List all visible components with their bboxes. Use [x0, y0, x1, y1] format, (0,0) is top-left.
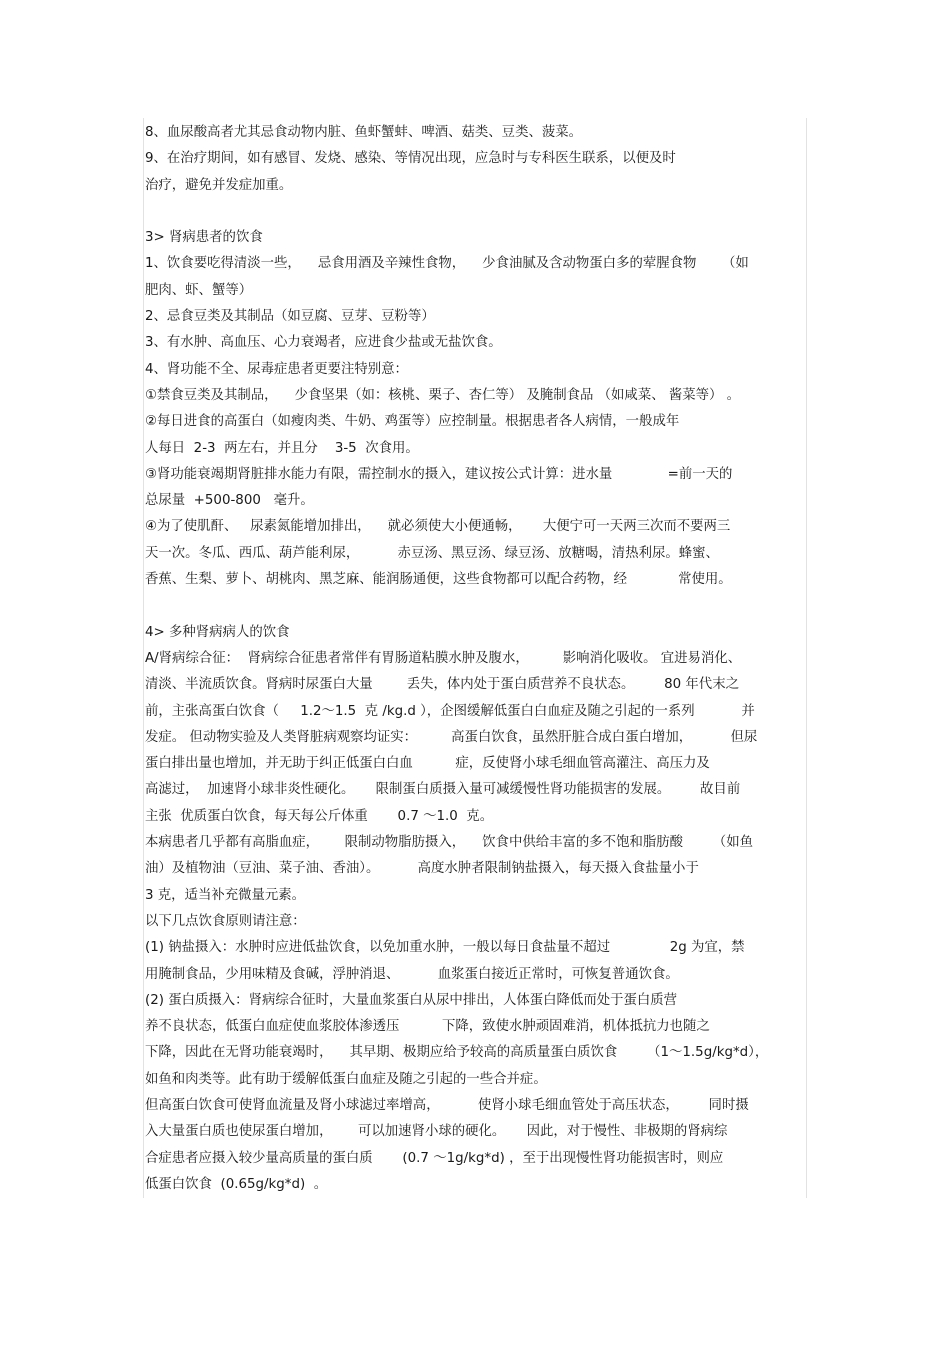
text-line: 3 克，适当补充微量元素。 — [145, 887, 306, 903]
text-line: 高滤过， 加速肾小球非炎性硬化。 限制蛋白质摄入量可减缓慢性肾功能损害的发展。 故目前 — [145, 782, 741, 798]
blank-line — [145, 593, 805, 619]
text-line: 蛋白排出量也增加，并无助于纠正低蛋白白血 症，反使肾小球毛细血管高灌注、高压力及 — [145, 756, 710, 772]
text-line: 天一次。冬瓜、西瓜、葫芦能利尿， 赤豆汤、黑豆汤、绿豆汤、放糖喝，清热利尿。蜂蜜、 — [145, 545, 719, 561]
text-line: 油）及植物油（豆油、菜子油、香油）。 高度水肿者限制钠盐摄入，每天摄入食盐量小于 — [145, 861, 699, 877]
blank-line — [145, 199, 805, 225]
text-line: (1) 钠盐摄入：水肿时应进低盐饮食，以免加重水肿，一般以每日食盐量不超过 2g 为宜，禁 — [145, 940, 745, 956]
text-line: 2、忌食豆类及其制品（如豆腐、豆芽、豆粉等） — [145, 309, 435, 325]
text-line: 养不良状态，低蛋白血症使血浆胶体渗透压 下降，致使水肿顽固难消，机体抵抗力也随之 — [145, 1019, 710, 1035]
text-line: 发症。 但动物实验及人类肾脏病观察均证实： 高蛋白饮食，虽然肝脏合成白蛋白增加， 但尿 — [145, 729, 758, 745]
text-line: 主张 优质蛋白饮食，每天每公斤体重 0.7 ～1.0 克。 — [145, 808, 494, 824]
document-body — [145, 120, 805, 1198]
text-line: 人每日 2-3 两左右，并且分 3-5 次食用。 — [145, 440, 419, 456]
text-line: 4> 多种肾病病人的饮食 — [145, 624, 290, 640]
text-line: 3> 肾病患者的饮食 — [145, 230, 263, 246]
text-line: 3、有水肿、高血压、心力衰竭者，应进食少盐或无盐饮食。 — [145, 335, 502, 351]
text-line: 前，主张高蛋白饮食（ 1.2～1.5 克 /kg.d ），企图缓解低蛋白白血症及随之引起的一系列 并 — [145, 703, 755, 719]
text-line: 肥肉、虾、蟹等） — [145, 282, 253, 298]
text-line: 8、血尿酸高者尤其忌食动物内脏、鱼虾蟹蚌、啤酒、菇类、豆类、菠菜。 — [145, 125, 583, 140]
text-line: ②每日进食的高蛋白（如瘦肉类、牛奶、鸡蛋等）应控制量。根据患者各人病情，一般成年 — [145, 414, 680, 430]
text-line: 合症患者应摄入较少量高质量的蛋白质 (0.7 ～1g/kg*d) ，至于出现慢性肾功能损害时，则应 — [145, 1150, 724, 1166]
text-line: ③肾功能衰竭期肾脏排水能力有限，需控制水的摄入，建议按公式计算：进水量 =前一天的 — [145, 466, 733, 482]
page-border-left — [143, 118, 144, 1198]
text-line: (2) 蛋白质摄入：肾病综合征时，大量血浆蛋白从尿中排出，人体蛋白降低而处于蛋白质营 — [145, 992, 678, 1008]
page-border-right — [806, 118, 807, 1198]
text-line: 以下几点饮食原则请注意： — [145, 913, 306, 929]
text-line: 本病患者几乎都有高脂血症， 限制动物脂肪摄入， 饮食中供给丰富的多不饱和脂肪酸 （如鱼 — [145, 835, 753, 851]
text-line: 4、肾功能不全、尿毒症患者更要注特别意： — [145, 361, 408, 377]
text-line: ④为了使肌酐、 尿素氮能增加排出， 就必须使大小便通畅， 大便宁可一天两三次而不要两三 — [145, 519, 731, 535]
text-line: 9、在治疗期间，如有感冒、发烧、感染、等情况出现，应急时与专科医生联系，以便及时 — [145, 151, 676, 167]
text-line: 香蕉、生梨、萝卜、胡桃肉、黑芝麻、能润肠通便，这些食物都可以配合药物，经 常使用。 — [145, 572, 732, 588]
text-line: 低蛋白饮食 (0.65g/kg*d) 。 — [145, 1176, 328, 1192]
text-line: A/肾病综合征： 肾病综合征患者常伴有胃肠道粘膜水肿及腹水， 影响消化吸收。 宜进易消化、 — [145, 650, 742, 666]
text-line: 1、饮食要吃得清淡一些， 忌食用酒及辛辣性食物， 少食油腻及含动物蛋白多的荤腥食物 （如 — [145, 256, 749, 272]
text-line: 但高蛋白饮食可使肾血流量及肾小球滤过率增高， 使肾小球毛细血管处于高压状态， 同时摄 — [145, 1097, 749, 1113]
text-line: 总尿量 +500-800 毫升。 — [145, 493, 314, 509]
text-line: 清淡、半流质饮食。肾病时尿蛋白大量 丢失，体内处于蛋白质营养不良状态。 80 年代末之 — [145, 677, 739, 693]
text-line: 治疗，避免并发症加重。 — [145, 177, 293, 193]
text-line: 用腌制食品，少用味精及食碱，浮肿消退、 血浆蛋白接近正常时，可恢复普通饮食。 — [145, 966, 679, 982]
text-line: 入大量蛋白质也使尿蛋白增加， 可以加速肾小球的硬化。 因此，对于慢性、非极期的肾病综 — [145, 1124, 728, 1140]
text-line: 如鱼和肉类等。此有助于缓解低蛋白血症及随之引起的一些合并症。 — [145, 1071, 547, 1087]
text-line: ①禁食豆类及其制品， 少食坚果（如：核桃、栗子、杏仁等） 及腌制食品 （如咸菜、 酱菜等） 。 — [145, 387, 741, 403]
text-line: 下降，因此在无肾功能衰竭时， 其早期、极期应给予较高的高质量蛋白质饮食 （1～1.5g/kg*d）， — [145, 1045, 769, 1061]
